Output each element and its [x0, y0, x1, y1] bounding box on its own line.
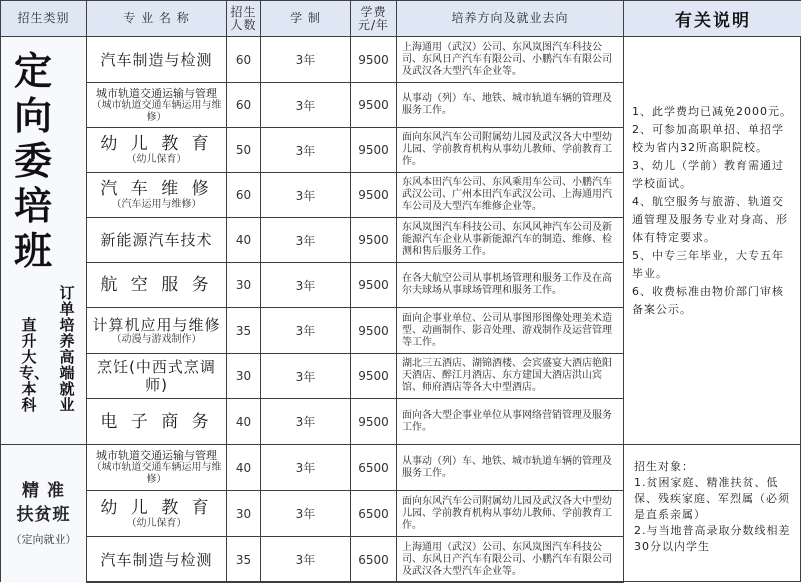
quota-cell: 30: [227, 263, 261, 308]
major-name-cell: [87, 491, 227, 537]
direction-cell: 面向企事业单位、公司从事图形图像处理美术造型、动画制作、影音处理、游戏制作及运营管理等工作。: [397, 308, 624, 354]
duration-cell: 3年: [261, 445, 351, 491]
duration-cell: 3年: [261, 308, 351, 354]
header-direction-label: 培养方向及就业去向: [451, 11, 569, 25]
target-item: 招生对象：: [634, 460, 694, 473]
quota-cell: 40: [227, 399, 261, 445]
category-directed-training: [1, 37, 87, 445]
duration-cell: 3年: [261, 491, 351, 537]
major-name: 幼 儿 教 育: [100, 134, 213, 154]
duration-cell: 3年: [261, 263, 351, 308]
header-major: [87, 1, 227, 37]
fee-cell: 9500: [351, 37, 397, 83]
header-quota-line1: 招生: [230, 4, 257, 19]
header-direction: [397, 1, 624, 37]
duration-cell: 3年: [261, 128, 351, 173]
header-category: [1, 1, 87, 37]
major-subname: （汽车运用与维修）: [111, 199, 202, 210]
header-major-label: 专 业 名 称: [123, 11, 190, 25]
target-item: 2.与当地普高录取分数线相差30分以内学生: [634, 524, 791, 553]
major-subname: （城市轨道交通车辆运用与维修）: [91, 462, 222, 485]
quota-cell: 60: [227, 173, 261, 218]
major-name-cell: [87, 445, 227, 491]
fee-cell: 9500: [351, 173, 397, 218]
header-fee: [351, 1, 397, 37]
quota-cell: 40: [227, 445, 261, 491]
major-subname: （幼儿保育）: [126, 517, 187, 529]
major-name-cell: [87, 128, 227, 173]
note-item: 4、航空服务与旅游、轨道交通管理及服务专业对身高、形体有特定要求。: [632, 195, 788, 244]
major-name: 烹饪(中西式烹调师): [97, 358, 216, 394]
direction-cell: 面向东风汽车公司附属幼儿园及武汉各大中型幼儿园、学前教育机构从事幼儿教师、学前教育工作。: [397, 491, 624, 537]
major-name: 航 空 服 务: [100, 275, 213, 295]
poverty-relief-title-line1: 精 准: [22, 481, 65, 501]
major-name-cell: [87, 537, 227, 583]
quota-cell: 35: [227, 308, 261, 354]
note-item: 3、幼儿（学前）教育需通过学校面试。: [632, 159, 784, 190]
major-name: 计算机应用与维修: [92, 315, 221, 334]
poverty-relief-subtitle: （定向就业）: [10, 533, 77, 546]
subtitle-college-upgrade: 直升大专、本科: [19, 316, 50, 414]
note-item: 6、收费标准由物价部门审核备案公示。: [632, 285, 784, 316]
enrollment-target-panel: [624, 445, 801, 583]
direction-cell: 上海通用（武汉）公司、东风岚图汽车科技公司、东风日产汽车有限公司、小鹏汽车有限公司及武汉各大型汽车企业等。: [397, 37, 624, 83]
major-name-cell: [87, 218, 227, 263]
duration-cell: 3年: [261, 537, 351, 583]
major-name: 新能源汽车技术: [100, 231, 213, 249]
direction-cell: 从事动（列）车、地铁、城市轨道车辆的管理及服务工作。: [397, 83, 624, 128]
header-category-label: 招生类别: [17, 11, 70, 25]
major-subname: （动漫与游戏制作）: [111, 333, 202, 345]
direction-cell: 从事动（列）车、地铁、城市轨道车辆的管理及服务工作。: [397, 445, 624, 491]
major-name: 汽 车 维 修: [100, 179, 213, 199]
header-fee-line2: 元/年: [357, 17, 390, 32]
fee-cell: 9500: [351, 83, 397, 128]
fee-cell: 6500: [351, 445, 397, 491]
direction-cell: 面向各大型企事业单位从事网络营销管理及服务工作。: [397, 399, 624, 445]
quota-cell: 30: [227, 491, 261, 537]
direction-cell: 在各大航空公司从事机场管理和服务工作及在高尔夫球场从事球场管理和服务工作。: [397, 263, 624, 308]
duration-cell: 3年: [261, 83, 351, 128]
subtitle-order-training: 订单培养 高端就业: [59, 284, 75, 414]
notes-title-label: 有关说明: [675, 11, 751, 31]
note-item: 1、此学费均已减免2000元。: [632, 105, 792, 118]
quota-cell: 35: [227, 537, 261, 583]
quota-cell: 30: [227, 354, 261, 399]
major-name: 幼 儿 教 育: [100, 497, 213, 518]
direction-cell: 湖北三五酒店、湖锦酒楼、会宾盛宴大酒店艳阳天酒店、醉江月酒店、东方建国大酒店洪山宾馆、师府酒店等各大中型酒店。: [397, 354, 624, 399]
quota-cell: 50: [227, 128, 261, 173]
poverty-relief-title-line2: 扶贫班: [16, 505, 71, 525]
major-name: 汽车制造与检测: [100, 50, 213, 69]
major-subname: （城市轨道交通车辆运用与维修）: [91, 99, 222, 123]
duration-cell: 3年: [261, 218, 351, 263]
direction-cell: 面向东风汽车公司附属幼儿园及武汉各大中型幼儿园、学前教育机构从事幼儿教师、学前教育工作。: [397, 128, 624, 173]
major-name: 汽车制造与检测: [100, 550, 213, 569]
major-name-cell: [87, 37, 227, 83]
quota-cell: 60: [227, 83, 261, 128]
direction-cell: 东风本田汽车公司、东风乘用车公司、小鹏汽车武汉公司、广州本田汽车武汉公司、上海通用汽车公司及大型汽车维修企业等。: [397, 173, 624, 218]
direction-cell: 东风岚图汽车科技公司、东风风神汽车公司及新能源汽车企业从事新能源汽车的制造、维修、检测和售后服务工作。: [397, 218, 624, 263]
fee-cell: 9500: [351, 399, 397, 445]
header-quota-line2: 人数: [230, 17, 257, 32]
target-item: 1.贫困家庭、精准扶贫、低保、残疾家庭、军烈属（必须是直系亲属）: [634, 476, 790, 521]
duration-cell: 3年: [261, 173, 351, 218]
major-name-cell: [87, 354, 227, 399]
fee-cell: 6500: [351, 491, 397, 537]
fee-cell: 9500: [351, 218, 397, 263]
major-name: 电 子 商 务: [100, 411, 213, 432]
major-name-cell: [87, 399, 227, 445]
major-name: 城市轨道交通运输与管理: [96, 86, 217, 100]
major-subname: （幼儿保育）: [126, 154, 187, 165]
major-name: 城市轨道交通运输与管理: [96, 449, 217, 462]
header-fee-line1: 学费: [360, 4, 387, 19]
fee-cell: 6500: [351, 537, 397, 583]
major-name-cell: [87, 83, 227, 128]
fee-cell: 9500: [351, 263, 397, 308]
header-duration: [261, 1, 351, 37]
note-item: 2、可参加高职单招、单招学校为省内32所高职院校。: [632, 123, 784, 154]
notes-title: [624, 1, 801, 37]
major-name-cell: [87, 308, 227, 354]
category-poverty-relief: [1, 445, 87, 583]
fee-cell: 9500: [351, 354, 397, 399]
header-duration-label: 学 制: [290, 11, 321, 25]
direction-cell: 上海通用（武汉）公司、东风岚图汽车科技公司、东风日产汽车有限公司、小鹏汽车有限公司及武汉各大型汽车企业等。: [397, 537, 624, 583]
directed-training-title: 定向委培班: [13, 49, 52, 273]
header-quota: [227, 1, 261, 37]
duration-cell: 3年: [261, 399, 351, 445]
note-item: 5、中专三年毕业，大专五年毕业。: [632, 249, 784, 280]
fee-cell: 9500: [351, 308, 397, 354]
major-name-cell: [87, 263, 227, 308]
quota-cell: 60: [227, 37, 261, 83]
notes-panel: [624, 37, 801, 445]
duration-cell: 3年: [261, 37, 351, 83]
quota-cell: 40: [227, 218, 261, 263]
fee-cell: 9500: [351, 128, 397, 173]
major-name-cell: [87, 173, 227, 218]
duration-cell: 3年: [261, 354, 351, 399]
